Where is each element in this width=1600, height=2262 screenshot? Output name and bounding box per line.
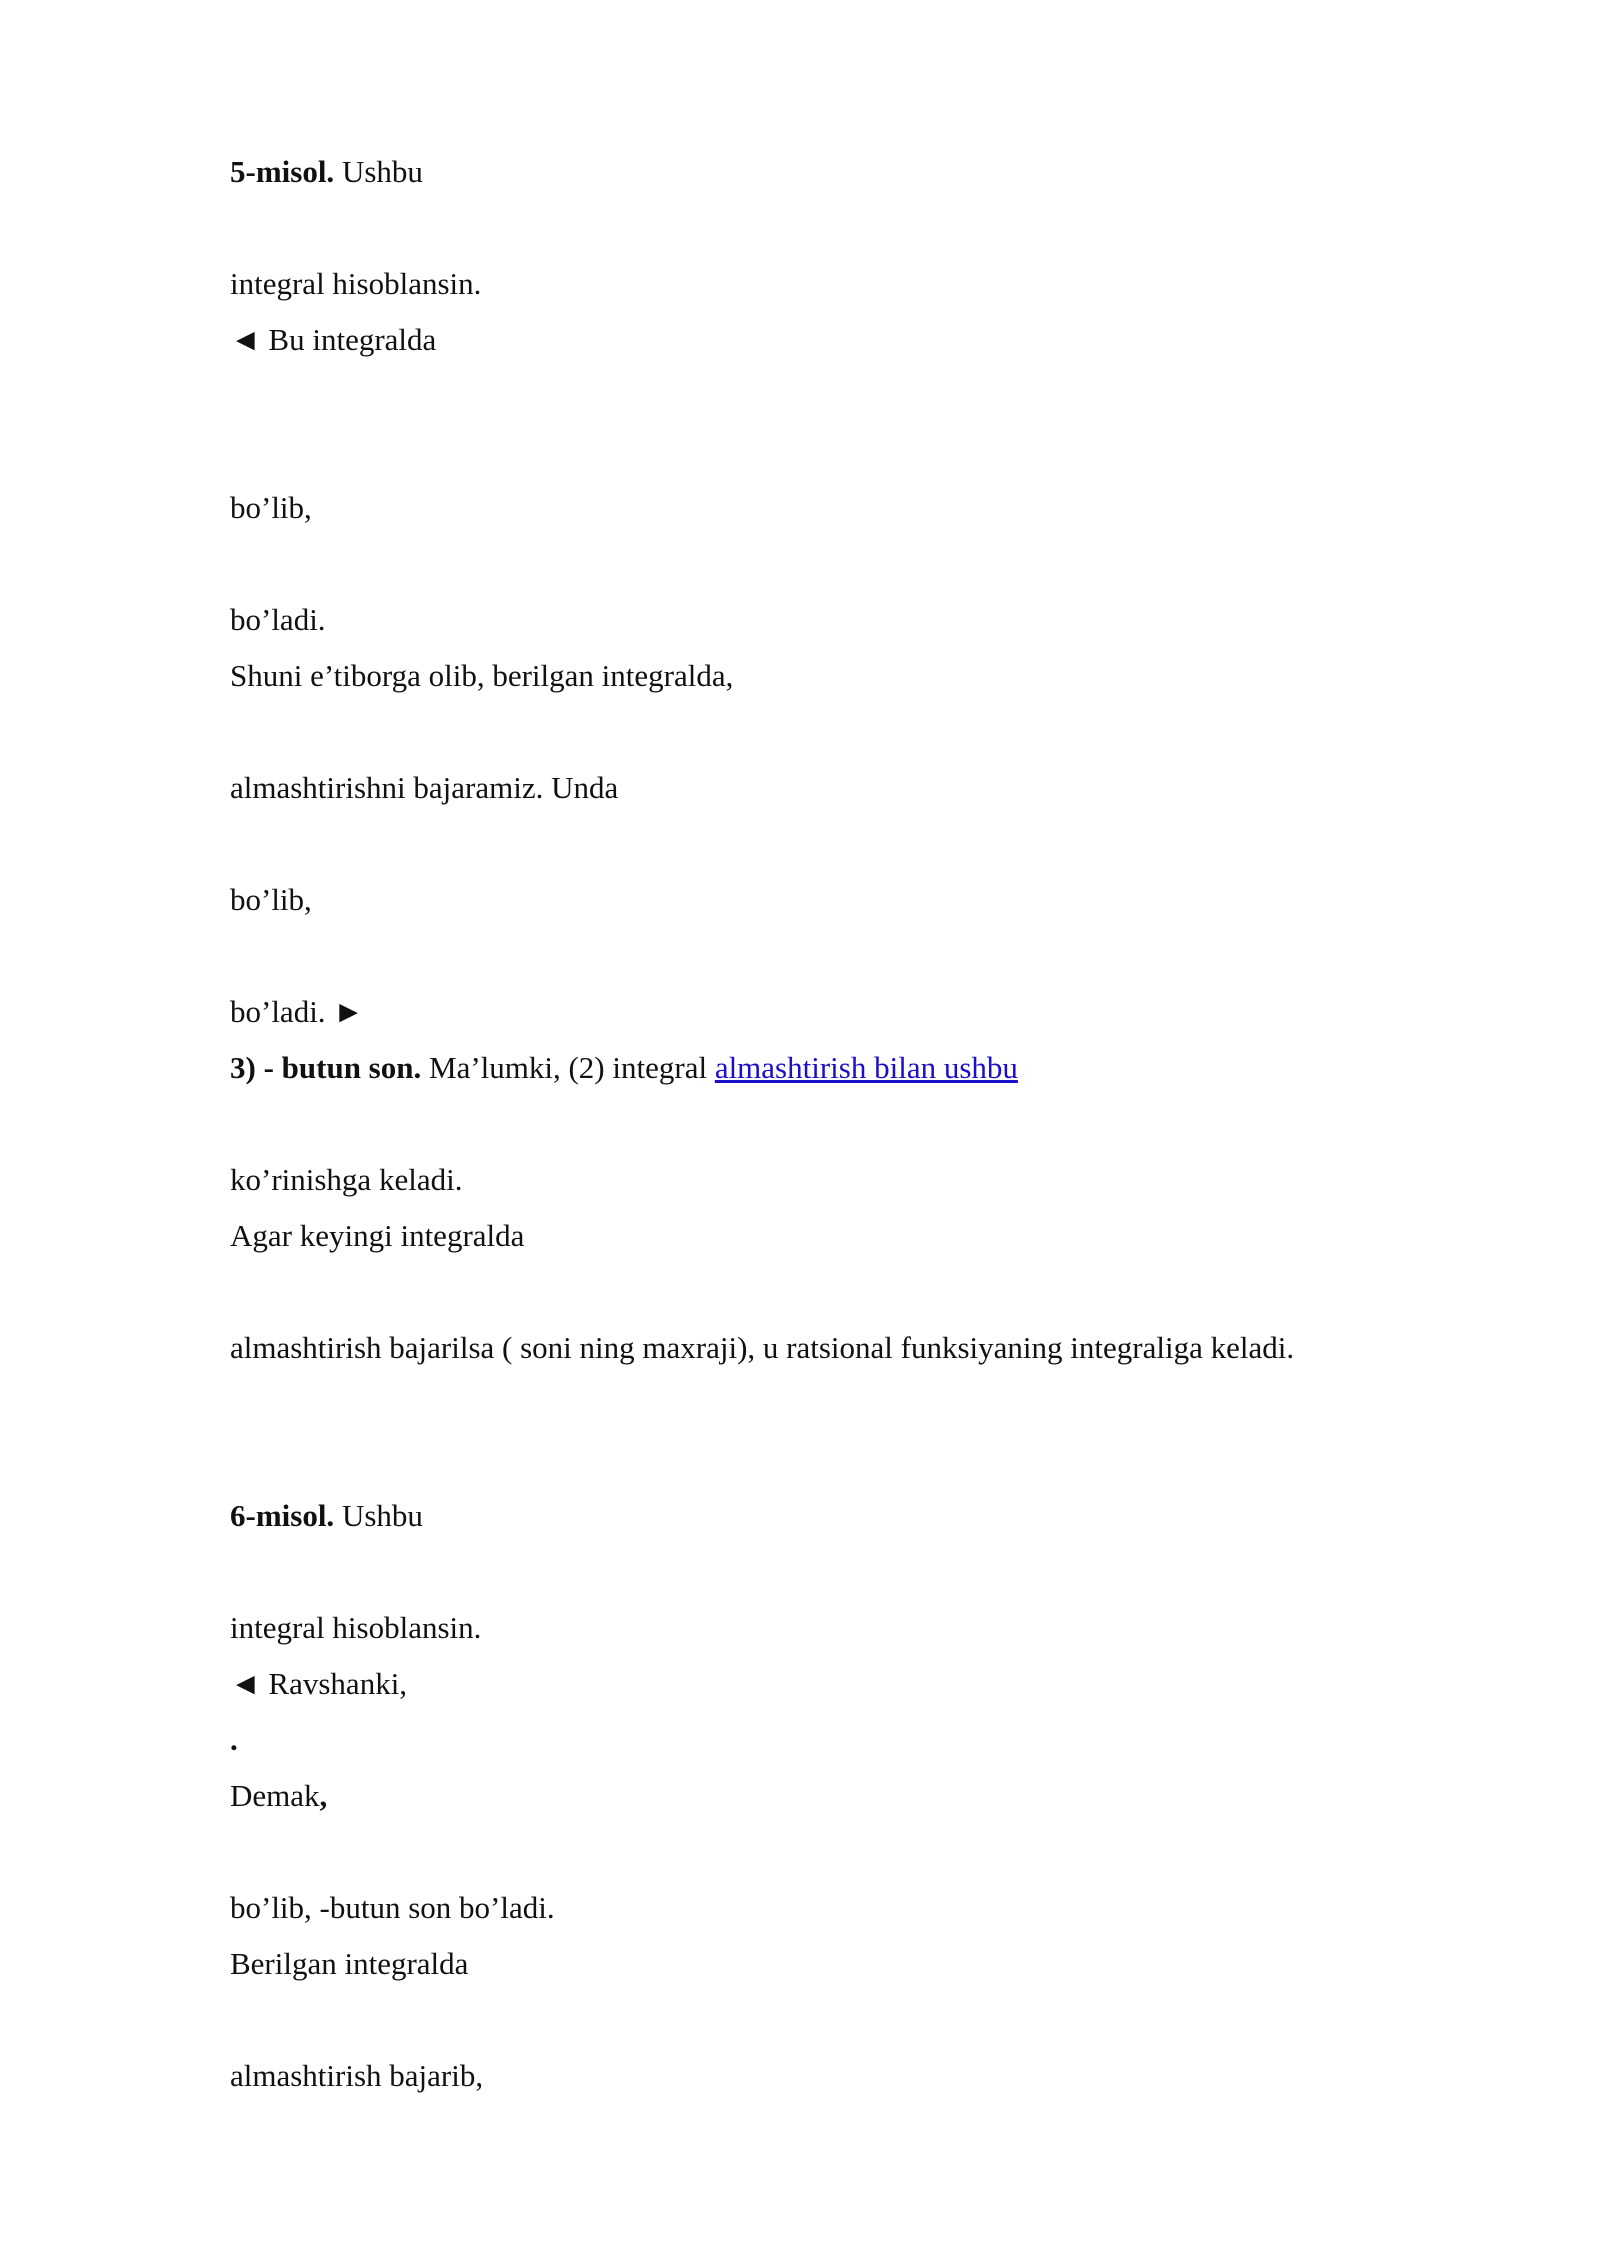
example6-line2: integral hisoblansin. bbox=[230, 1610, 482, 1645]
case3-heading-line bbox=[230, 1048, 1018, 1088]
example5-line3: ◄ Bu integralda bbox=[230, 322, 437, 357]
example5-line5: bo’ladi. bbox=[230, 602, 326, 637]
case3-line4: almashtirish bajarilsa ( soni ning maxraji), u ratsional funksiyaning integraliga keladi. bbox=[230, 1330, 1295, 1365]
case3-title: 3) - butun son. bbox=[230, 1050, 422, 1085]
case3-line2: ko’rinishga keladi. bbox=[230, 1162, 463, 1197]
example6-line8: almashtirish bajarib, bbox=[230, 2058, 484, 2093]
example5-line9: bo’ladi. ► bbox=[230, 994, 364, 1029]
example5-heading-line bbox=[230, 152, 423, 192]
example6-line7: Berilgan integralda bbox=[230, 1946, 469, 1981]
example6-line3: ◄ Ravshanki, bbox=[230, 1666, 408, 1701]
example5-title: 5-misol. bbox=[230, 154, 335, 189]
example5-line6: Shuni e’tiborga olib, berilgan integralda, bbox=[230, 658, 734, 693]
example6-line5 bbox=[230, 1776, 327, 1816]
example5-line2: integral hisoblansin. bbox=[230, 266, 482, 301]
example6-line6: bo’lib, -butun son bo’ladi. bbox=[230, 1890, 555, 1925]
example6-line5-punct: , bbox=[319, 1778, 328, 1813]
example5-line4: bo’lib, bbox=[230, 490, 312, 525]
example5-line7: almashtirishni bajaramiz. Unda bbox=[230, 770, 619, 805]
example6-line4: . bbox=[230, 1722, 238, 1757]
example5-line8: bo’lib, bbox=[230, 882, 312, 917]
example6-heading-line bbox=[230, 1496, 423, 1536]
case3-text: Ma’lumki, (2) integral bbox=[421, 1050, 715, 1085]
example6-intro: Ushbu bbox=[334, 1498, 423, 1533]
example5-intro: Ushbu bbox=[334, 154, 423, 189]
example6-title: 6-misol. bbox=[230, 1498, 335, 1533]
case3-link[interactable]: almashtirish bilan ushbu bbox=[714, 1050, 1018, 1085]
case3-line3: Agar keyingi integralda bbox=[230, 1218, 525, 1253]
example6-line5-text: Demak bbox=[230, 1778, 320, 1813]
